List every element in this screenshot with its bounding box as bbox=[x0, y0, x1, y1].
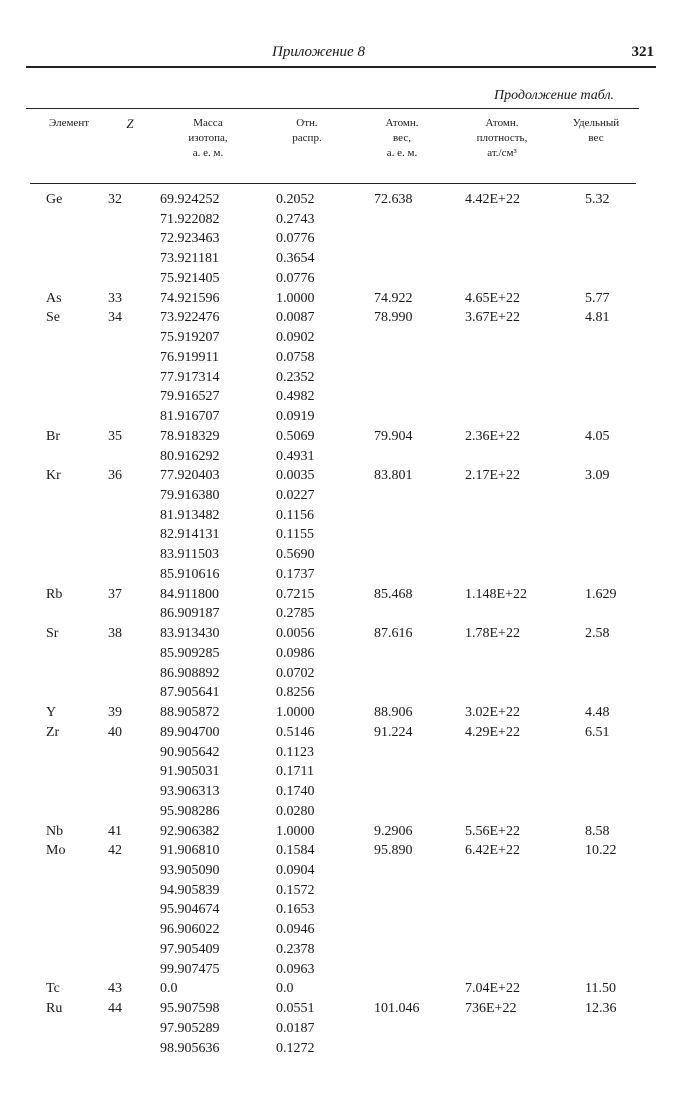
cell-isotope-mass: 95.908286 bbox=[160, 803, 220, 819]
cell-z: 44 bbox=[108, 1001, 122, 1017]
table-row bbox=[0, 979, 700, 999]
cell-isotope-mass: 99.907475 bbox=[160, 961, 220, 977]
table-row bbox=[0, 190, 700, 210]
table-row bbox=[0, 387, 700, 407]
cell-abundance: 0.1156 bbox=[276, 507, 314, 523]
cell-abundance: 0.1711 bbox=[276, 764, 314, 780]
cell-abundance: 0.7215 bbox=[276, 586, 315, 602]
cell-isotope-mass: 86.908892 bbox=[160, 665, 220, 681]
cell-isotope-mass: 94.905839 bbox=[160, 882, 220, 898]
cell-z: 43 bbox=[108, 981, 122, 997]
cell-element: As bbox=[46, 290, 62, 306]
table-row bbox=[0, 762, 700, 782]
cell-specific-weight: 4.05 bbox=[585, 428, 610, 444]
cell-specific-weight: 2.58 bbox=[585, 626, 610, 642]
cell-atomic-density: 1.148E+22 bbox=[465, 586, 527, 602]
cell-specific-weight: 12.36 bbox=[585, 1001, 617, 1017]
cell-abundance: 0.1155 bbox=[276, 527, 314, 543]
table-body bbox=[0, 190, 700, 1058]
cell-isotope-mass: 95.907598 bbox=[160, 1001, 220, 1017]
cell-abundance: 0.0946 bbox=[276, 922, 315, 938]
cell-isotope-mass: 89.904700 bbox=[160, 724, 220, 740]
table-row bbox=[0, 447, 700, 467]
table-row bbox=[0, 920, 700, 940]
cell-atomic-weight: 72.638 bbox=[374, 192, 413, 207]
cell-abundance: 0.0056 bbox=[276, 626, 315, 642]
table-row bbox=[0, 644, 700, 664]
cell-element: Kr bbox=[46, 468, 61, 484]
cell-element: Zr bbox=[46, 724, 60, 740]
table-row bbox=[0, 802, 700, 822]
cell-abundance: 0.0 bbox=[276, 981, 294, 997]
cell-atomic-weight: 79.904 bbox=[374, 428, 413, 444]
cell-abundance: 0.5069 bbox=[276, 428, 315, 444]
cell-atomic-density: 4.29E+22 bbox=[465, 724, 520, 740]
cell-isotope-mass: 85.909285 bbox=[160, 645, 220, 661]
cell-abundance: 0.0776 bbox=[276, 270, 315, 286]
cell-element: Ge bbox=[46, 192, 63, 207]
cell-isotope-mass: 83.911503 bbox=[160, 547, 219, 563]
col-header-abundance: Отн. распр. bbox=[292, 117, 322, 144]
cell-atomic-density: 5.56E+22 bbox=[465, 823, 520, 839]
cell-z: 32 bbox=[108, 192, 122, 207]
cell-isotope-mass: 97.905409 bbox=[160, 941, 220, 957]
cell-abundance: 0.0902 bbox=[276, 330, 315, 346]
table-row bbox=[0, 565, 700, 585]
cell-isotope-mass: 87.905641 bbox=[160, 685, 220, 701]
page-number: 321 bbox=[631, 44, 654, 60]
col-header-isotope-mass: Масса изотопа, а. е. м. bbox=[188, 117, 228, 159]
cell-abundance: 0.1123 bbox=[276, 744, 314, 760]
cell-isotope-mass: 85.910616 bbox=[160, 566, 220, 582]
cell-isotope-mass: 73.921181 bbox=[160, 251, 219, 267]
cell-atomic-weight: 101.046 bbox=[374, 1001, 420, 1017]
cell-atomic-density: 7.04E+22 bbox=[465, 981, 520, 997]
cell-abundance: 0.0187 bbox=[276, 1020, 315, 1036]
table-row bbox=[0, 999, 700, 1019]
table-row bbox=[0, 585, 700, 605]
cell-isotope-mass: 78.918329 bbox=[160, 428, 220, 444]
table-row bbox=[0, 308, 700, 328]
table-row bbox=[0, 861, 700, 881]
cell-specific-weight: 1.629 bbox=[585, 586, 617, 602]
cell-atomic-density: 736E+22 bbox=[465, 1001, 517, 1017]
cell-abundance: 0.0919 bbox=[276, 409, 315, 425]
cell-atomic-weight: 95.890 bbox=[374, 843, 413, 859]
table-row bbox=[0, 427, 700, 447]
table-row bbox=[0, 289, 700, 309]
table-row bbox=[0, 624, 700, 644]
table-row bbox=[0, 368, 700, 388]
cell-isotope-mass: 97.905289 bbox=[160, 1020, 220, 1036]
cell-isotope-mass: 69.924252 bbox=[160, 192, 220, 207]
cell-z: 35 bbox=[108, 428, 122, 444]
cell-specific-weight: 4.48 bbox=[585, 705, 610, 721]
cell-atomic-weight: 74.922 bbox=[374, 290, 413, 306]
cell-isotope-mass: 86.909187 bbox=[160, 606, 220, 622]
cell-abundance: 0.5690 bbox=[276, 547, 315, 563]
cell-isotope-mass: 82.914131 bbox=[160, 527, 220, 543]
table-row bbox=[0, 249, 700, 269]
table-row bbox=[0, 466, 700, 486]
cell-atomic-weight: 88.906 bbox=[374, 705, 413, 721]
cell-abundance: 1.0000 bbox=[276, 823, 315, 839]
table-row bbox=[0, 940, 700, 960]
cell-isotope-mass: 73.922476 bbox=[160, 310, 220, 326]
page-header bbox=[26, 44, 656, 66]
cell-abundance: 0.1572 bbox=[276, 882, 315, 898]
cell-abundance: 0.4982 bbox=[276, 389, 315, 405]
cell-abundance: 0.8256 bbox=[276, 685, 315, 701]
cell-isotope-mass: 98.905636 bbox=[160, 1040, 220, 1056]
header-rule bbox=[26, 66, 656, 68]
cell-z: 37 bbox=[108, 586, 122, 602]
cell-element: Ru bbox=[46, 1001, 63, 1017]
table-row bbox=[0, 683, 700, 703]
table-row bbox=[0, 881, 700, 901]
table-row bbox=[0, 822, 700, 842]
table-row bbox=[0, 900, 700, 920]
cell-specific-weight: 4.81 bbox=[585, 310, 610, 326]
cell-element: Y bbox=[46, 705, 57, 721]
cell-isotope-mass: 90.905642 bbox=[160, 744, 220, 760]
cell-abundance: 0.2378 bbox=[276, 941, 315, 957]
cell-atomic-density: 2.17E+22 bbox=[465, 468, 520, 484]
cell-element: Rb bbox=[46, 586, 63, 602]
col-header-atomic-weight: Атомн. вес, а. е. м. bbox=[385, 117, 419, 159]
cell-atomic-density: 4.65E+22 bbox=[465, 290, 520, 306]
cell-atomic-density: 6.42E+22 bbox=[465, 843, 520, 859]
table-continuation-label: Продолжение табл. bbox=[494, 88, 615, 103]
cell-isotope-mass: 83.913430 bbox=[160, 626, 220, 642]
cell-isotope-mass: 92.906382 bbox=[160, 823, 220, 839]
cell-atomic-density: 3.02E+22 bbox=[465, 705, 520, 721]
cell-abundance: 0.1272 bbox=[276, 1040, 315, 1056]
cell-abundance: 0.5146 bbox=[276, 724, 315, 740]
col-header-z: Z bbox=[126, 116, 134, 131]
cell-abundance: 0.1740 bbox=[276, 784, 315, 800]
cell-abundance: 0.0227 bbox=[276, 488, 315, 504]
table-row bbox=[0, 782, 700, 802]
cell-element: Nb bbox=[46, 823, 64, 839]
cell-atomic-weight: 85.468 bbox=[374, 586, 413, 602]
cell-specific-weight: 11.50 bbox=[585, 981, 616, 997]
cell-abundance: 1.0000 bbox=[276, 290, 315, 306]
cell-abundance: 0.1653 bbox=[276, 902, 315, 918]
cell-z: 36 bbox=[108, 468, 122, 484]
table-row bbox=[0, 525, 700, 545]
cell-specific-weight: 6.51 bbox=[585, 724, 610, 740]
cell-atomic-weight: 9.2906 bbox=[374, 823, 413, 839]
cell-atomic-density: 4.42E+22 bbox=[465, 192, 520, 207]
cell-abundance: 0.0904 bbox=[276, 862, 315, 878]
table-row bbox=[0, 743, 700, 763]
cell-isotope-mass: 84.911800 bbox=[160, 586, 219, 602]
cell-abundance: 0.0035 bbox=[276, 468, 315, 484]
cell-isotope-mass: 91.905031 bbox=[160, 764, 220, 780]
col-header-specific-weight: Удельный вес bbox=[572, 117, 620, 144]
running-title: Приложение 8 bbox=[272, 44, 365, 60]
table-row bbox=[0, 407, 700, 427]
cell-isotope-mass: 93.906313 bbox=[160, 784, 220, 800]
cell-abundance: 0.0963 bbox=[276, 961, 315, 977]
cell-abundance: 0.2785 bbox=[276, 606, 315, 622]
cell-element: Se bbox=[46, 310, 60, 326]
cell-isotope-mass: 75.921405 bbox=[160, 270, 220, 286]
cell-atomic-density: 1.78E+22 bbox=[465, 626, 520, 642]
cell-isotope-mass: 77.917314 bbox=[160, 369, 220, 385]
table-row bbox=[0, 604, 700, 624]
cell-z: 34 bbox=[108, 310, 122, 326]
cell-specific-weight: 8.58 bbox=[585, 823, 610, 839]
cell-isotope-mass: 81.916707 bbox=[160, 409, 220, 425]
table-header bbox=[0, 116, 700, 182]
cell-z: 38 bbox=[108, 626, 122, 642]
cell-abundance: 0.0087 bbox=[276, 310, 315, 326]
table-row bbox=[0, 723, 700, 743]
cell-abundance: 0.2352 bbox=[276, 369, 315, 385]
cell-z: 41 bbox=[108, 823, 122, 839]
table-row bbox=[0, 229, 700, 249]
cell-element: Sr bbox=[46, 626, 59, 642]
table-header-rule bbox=[30, 183, 636, 184]
cell-abundance: 0.0551 bbox=[276, 1001, 315, 1017]
table-row bbox=[0, 1039, 700, 1059]
cell-specific-weight: 5.32 bbox=[585, 192, 610, 207]
cell-isotope-mass: 91.906810 bbox=[160, 843, 220, 859]
table-row bbox=[0, 486, 700, 506]
cell-isotope-mass: 80.916292 bbox=[160, 448, 220, 464]
cell-isotope-mass: 72.923463 bbox=[160, 231, 220, 247]
cell-abundance: 0.0986 bbox=[276, 645, 315, 661]
table-row bbox=[0, 703, 700, 723]
cell-z: 42 bbox=[108, 843, 122, 859]
cell-isotope-mass: 74.921596 bbox=[160, 290, 220, 306]
table-row bbox=[0, 545, 700, 565]
table-row bbox=[0, 841, 700, 861]
cell-isotope-mass: 79.916527 bbox=[160, 389, 220, 405]
col-header-atomic-density: Атомн. плотность, ат./см³ bbox=[476, 117, 528, 159]
cell-isotope-mass: 0.0 bbox=[160, 981, 178, 997]
cell-isotope-mass: 76.919911 bbox=[160, 349, 219, 365]
cell-element: Tc bbox=[46, 981, 60, 997]
cell-abundance: 0.1737 bbox=[276, 566, 315, 582]
cell-abundance: 0.4931 bbox=[276, 448, 315, 464]
table-row bbox=[0, 960, 700, 980]
cell-isotope-mass: 71.922082 bbox=[160, 211, 220, 227]
cell-isotope-mass: 93.905090 bbox=[160, 862, 220, 878]
cell-abundance: 0.2052 bbox=[276, 192, 315, 207]
cell-isotope-mass: 79.916380 bbox=[160, 488, 220, 504]
table-row bbox=[0, 210, 700, 230]
cell-element: Br bbox=[46, 428, 60, 444]
cell-abundance: 0.0776 bbox=[276, 231, 315, 247]
cell-z: 39 bbox=[108, 705, 122, 721]
cell-abundance: 0.2743 bbox=[276, 211, 315, 227]
cell-atomic-weight: 83.801 bbox=[374, 468, 413, 484]
cell-z: 33 bbox=[108, 290, 122, 306]
cell-abundance: 0.3654 bbox=[276, 251, 315, 267]
table-row bbox=[0, 1019, 700, 1039]
table-row bbox=[0, 269, 700, 289]
cell-abundance: 0.0702 bbox=[276, 665, 315, 681]
cell-isotope-mass: 75.919207 bbox=[160, 330, 220, 346]
cell-atomic-weight: 91.224 bbox=[374, 724, 413, 740]
cell-isotope-mass: 88.905872 bbox=[160, 705, 220, 721]
cell-abundance: 1.0000 bbox=[276, 705, 315, 721]
cell-element: Mo bbox=[46, 843, 66, 859]
cell-atomic-density: 3.67E+22 bbox=[465, 310, 520, 326]
cell-isotope-mass: 96.906022 bbox=[160, 922, 220, 938]
table-row bbox=[0, 664, 700, 684]
cell-specific-weight: 3.09 bbox=[585, 468, 610, 484]
cell-z: 40 bbox=[108, 724, 122, 740]
cell-atomic-weight: 78.990 bbox=[374, 310, 413, 326]
col-header-element: Элемент bbox=[48, 117, 90, 129]
table-top-rule bbox=[26, 108, 639, 109]
table-row bbox=[0, 348, 700, 368]
cell-isotope-mass: 95.904674 bbox=[160, 902, 220, 918]
cell-abundance: 0.0758 bbox=[276, 349, 315, 365]
cell-abundance: 0.0280 bbox=[276, 803, 315, 819]
cell-atomic-weight: 87.616 bbox=[374, 626, 413, 642]
table-row bbox=[0, 328, 700, 348]
cell-specific-weight: 5.77 bbox=[585, 290, 610, 306]
cell-specific-weight: 10.22 bbox=[585, 843, 617, 859]
cell-isotope-mass: 81.913482 bbox=[160, 507, 220, 523]
cell-atomic-density: 2.36E+22 bbox=[465, 428, 520, 444]
table-row bbox=[0, 506, 700, 526]
cell-isotope-mass: 77.920403 bbox=[160, 468, 220, 484]
cell-abundance: 0.1584 bbox=[276, 843, 315, 859]
